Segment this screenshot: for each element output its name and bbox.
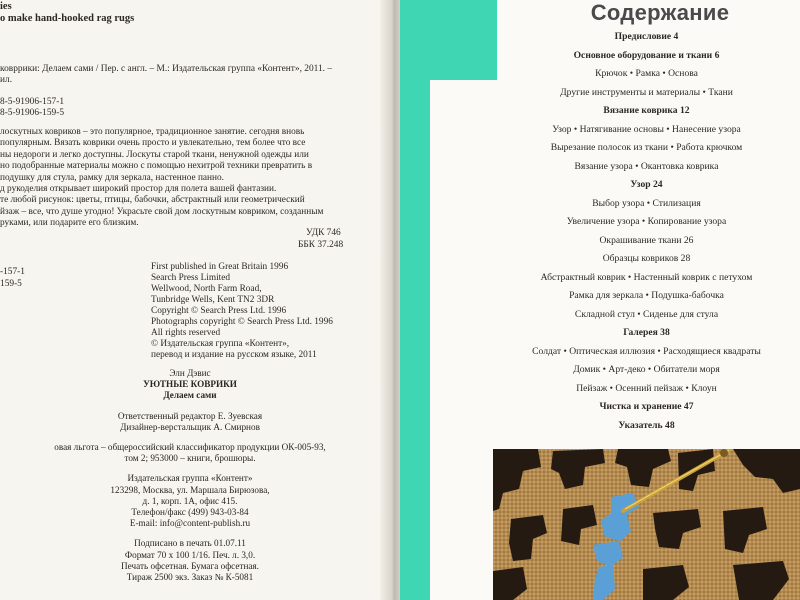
publisher-address-2: д. 1, корп. 1А, офис 415. [142,495,238,506]
toc-title: Содержание [590,0,730,25]
annotation-line: йзаж – все, что душе угодно! Украсьте свой дом лоскутным ковриком, созданным [0,206,324,217]
copyright-line: перевод и издание на русском языке, 2011 [151,350,317,360]
udk-code: УДК 746 [306,228,341,238]
rug-photo [493,449,800,600]
copyright-line: Tunbridge Wells, Kent TN2 3DR [151,295,275,305]
print-run: Тираж 2500 экз. Заказ № К-5081 [126,572,254,583]
teal-side-strip [400,80,430,600]
copyright-line: Copyright © Search Press Ltd. 1996 [151,306,287,316]
tax-benefit-line: овая льгота – общероссийский классификатор продукции ОК-005-93, [54,442,326,453]
toc-subsection-line: Узор • Натягивание основы • Нанесение узора [552,123,741,135]
book-title: УЮТНЫЕ КОВРИКИ [143,379,237,390]
toc-subsection-line: Рамка для зеркала • Подушка-бабочка [569,290,724,301]
copyright-line: First published in Great Britain 1996 [151,262,289,272]
left-page-imprint [0,0,392,600]
colophon-block [40,368,340,583]
print-type: Печать офсетная. Бумага офсетная. [121,560,259,571]
toc-section-heading: Основное оборудование и ткани 6 [573,49,720,61]
book-subtitle: Делаем сами [163,390,217,401]
annotation-line: руками, или подарите его близким. [0,218,139,229]
designer-line: Дизайнер-верстальщик А. Смирнов [120,421,260,432]
toc-section-heading: Галерея 38 [623,327,670,338]
toc-section-heading: Предисловие 4 [614,31,679,42]
copyright-line: Search Press Limited [151,273,231,283]
annotation-line: те любой рисунок: цветы, птицы, бабочки, абстрактный или геометрический [0,195,305,206]
spacer [40,402,340,411]
bibliographic-description: ковррики: Делаем сами / Пер. с англ. – М.: Издательская группа «Контент», 2011. – [0,64,333,74]
toc-section-heading: Узор 24 [630,179,663,190]
publisher-address: 123298, Москва, ул. Маршала Бирюзова, [110,484,270,495]
print-signed-date: Подписано в печать 01.07.11 [134,538,246,549]
toc-subsection-line: Увеличение узора • Копирование узора [566,216,727,227]
toc-subsection-line: Солдат • Оптическая иллюзия • Расходящиеся квадраты [532,345,761,357]
isbn-short-1: -157-1 [0,267,25,277]
annotation-line: популярным. Вязать коврики очень просто и увлекательно, тем более что все [0,138,306,149]
toc-subsection-line: Образцы ковриков 28 [602,253,691,264]
publisher-phone: Телефон/факс (499) 943-03-84 [131,507,249,518]
annotation-line: но подобранные материалы можно с помощью нехитрой техники превратить в [0,161,313,172]
toc-subsection-line: Выбор узора • Стилизация [592,197,701,209]
spacer [40,464,340,473]
annotation-line: лоскутных ковриков – это популярное, традиционное занятие. сегодня вновь [0,127,305,137]
copyright-line: All rights reserved [151,328,221,338]
toc-section-heading: Указатель 48 [618,419,675,431]
toc-subsection-line: Окрашивание ткани 26 [599,234,694,246]
editor-line: Ответственный редактор Е. Зуевская [117,410,263,421]
annotation-line: д рукоделия открывает широкий простор для полета вашей фантазии. [0,184,277,195]
toc-subsection-line: Абстрактный коврик • Настенный коврик с петухом [540,271,753,283]
toc-subsection-line: Пейзаж • Осенний пейзаж • Клоун [576,382,717,394]
isbn-line-2: 8-5-91906-159-5 [0,108,65,118]
toc-subsection-line: Складной стул • Сиденье для стула [574,308,719,320]
toc-subsection-line: Домик • Арт-деко • Обитатели моря [573,364,720,375]
spacer [40,529,340,538]
isbn-line-1: 8-5-91906-157-1 [0,97,65,107]
tax-benefit-line-2: том 2; 953000 – книги, брошюры. [124,453,256,464]
annotation-line: ны недороги и легко доступны. Лоскуты старой ткани, ненужной одежды или [0,149,309,160]
copyright-line: Photographs copyright © Search Press Ltd. 1996 [151,317,333,327]
toc-section-heading: Вязание коврика 12 [603,105,690,116]
copyright-line: Wellwood, North Farm Road, [151,284,262,294]
original-title-line-2: o make hand-hooked rag rugs [0,13,135,24]
bbk-code: ББК 37.248 [298,240,344,250]
toc-section-heading: Чистка и хранение 47 [599,401,694,412]
publisher-email: E-mail: info@content-publish.ru [129,518,251,529]
teal-corner-tab [400,0,497,80]
publisher-name: Издательская группа «Контент» [127,473,253,484]
bibliographic-description-2: ил. [0,75,13,85]
spacer [40,433,340,442]
print-format: Формат 70 x 100 1/16. Печ. л. 3,0. [124,549,256,560]
annotation-text [0,127,323,230]
original-title-line-1: ies [0,1,12,12]
copyright-block [151,262,333,361]
toc-subsection-line: Вырезание полосок из ткани • Работа крючком [550,142,743,153]
toc-subsection-line: Крючок • Рамка • Основа [595,68,698,79]
toc-subsection-line: Другие инструменты и материалы • Ткани [560,86,733,98]
copyright-line: © Издательская группа «Контент», [151,339,290,349]
author-name: Элн Дэвис [169,368,211,378]
isbn-short-2: 159-5 [0,279,22,289]
annotation-line: подушку для стула, рамку для зеркала, настенное панно. [0,172,224,183]
toc-subsection-line: Вязание узора • Окантовка коврика [574,160,719,172]
